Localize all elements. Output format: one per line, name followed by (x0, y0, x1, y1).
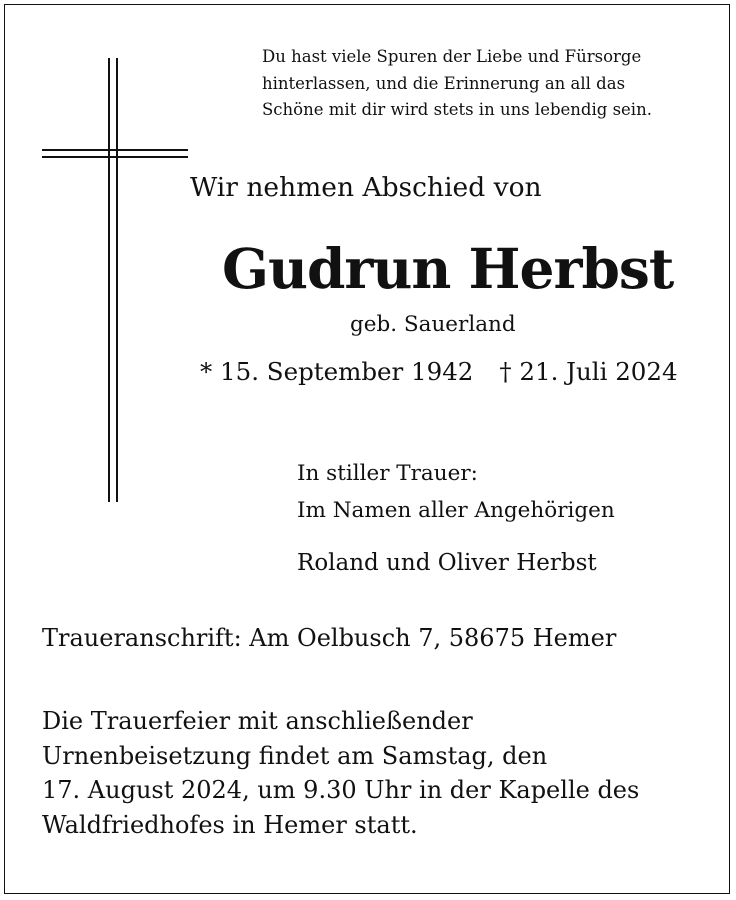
memorial-quote (262, 44, 702, 124)
ceremony-line: Urnenbeisetzung findet am Samstag, den (42, 741, 548, 770)
mourning-address: Traueranschrift: Am Oelbusch 7, 58675 Hemer (42, 624, 617, 652)
life-dates (200, 357, 678, 386)
mourning-lines (297, 455, 615, 529)
ceremony-line: Waldfriedhofes in Hemer statt. (42, 810, 418, 839)
ceremony-line: 17. August 2024, um 9.30 Uhr in der Kapelle des (42, 776, 640, 804)
birth-name: geb. Sauerland (350, 312, 516, 337)
ceremony-details (42, 704, 639, 842)
cross-icon (42, 58, 188, 502)
quote-line: Du hast viele Spuren der Liebe und Fürsorge (262, 47, 642, 66)
ceremony-line: Die Trauerfeier mit anschließender (42, 707, 473, 735)
death-date: † 21. Juli 2024 (499, 357, 678, 386)
quote-line: hinterlassen, und die Erinnerung an all das (262, 73, 626, 93)
quote-line: Schöne mit dir wird stets in uns lebendig sein. (262, 100, 652, 119)
mourning-line: In stiller Trauer: (297, 461, 478, 486)
birth-date: * 15. September 1942 (200, 357, 474, 386)
family-names: Roland und Oliver Herbst (297, 550, 597, 576)
deceased-name: Gudrun Herbst (222, 236, 674, 301)
mourning-line: Im Namen aller Angehörigen (297, 498, 615, 523)
farewell-intro: Wir nehmen Abschied von (190, 172, 542, 203)
